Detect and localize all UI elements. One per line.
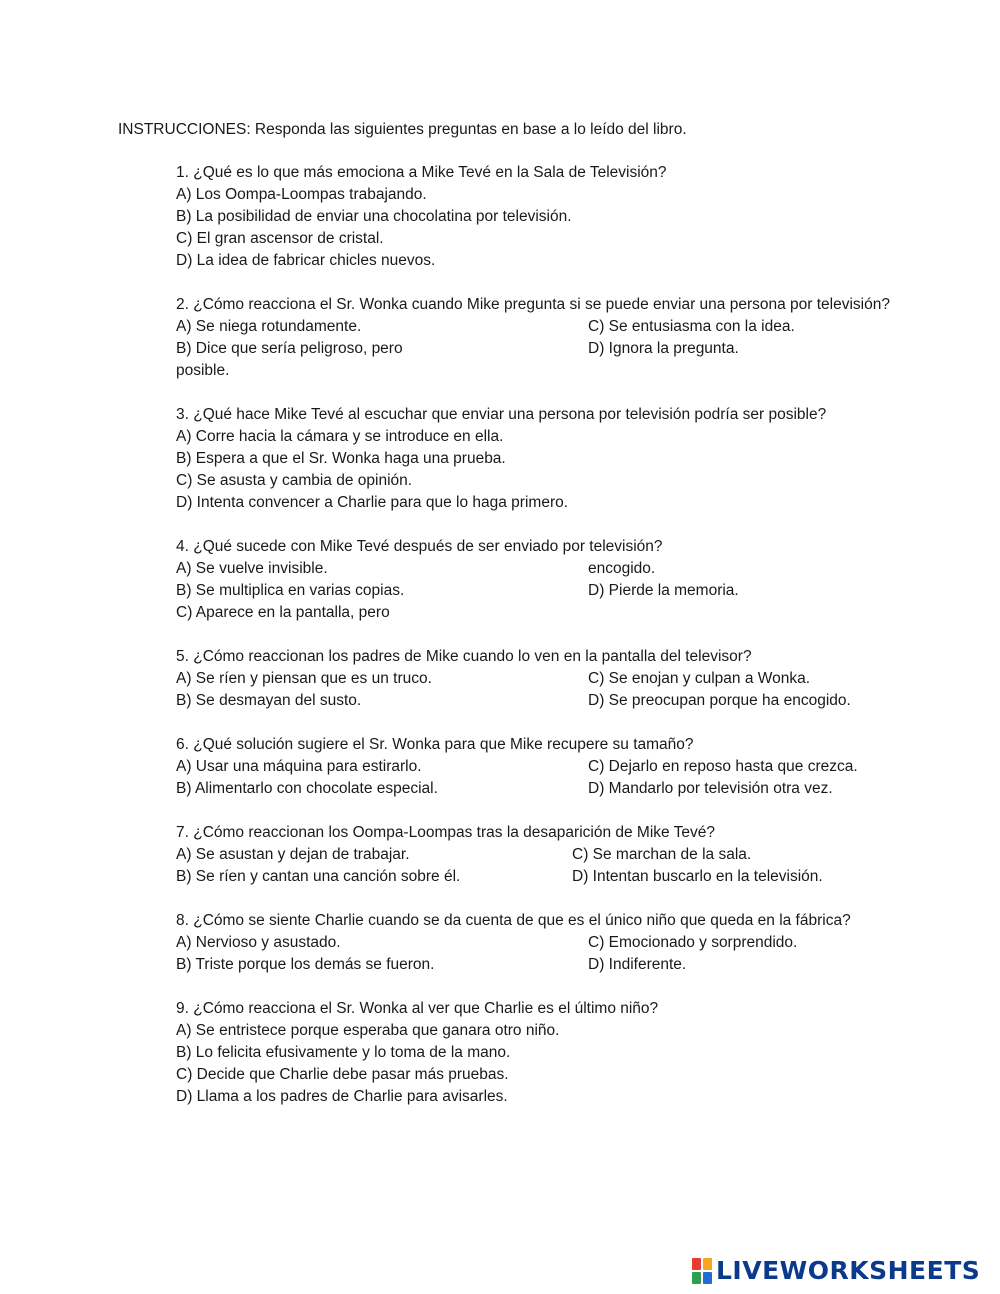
option-c[interactable]: C) Se marchan de la sala. (572, 846, 752, 863)
question-3 (176, 404, 896, 514)
question-text: 7. ¿Cómo reaccionan los Oompa-Loompas tras la desaparición de Mike Tevé? (176, 824, 716, 841)
option-d[interactable]: D) Mandarlo por televisión otra vez. (588, 780, 833, 797)
option-c[interactable]: C) Se entusiasma con la idea. (588, 318, 795, 335)
question-text: 3. ¿Qué hace Mike Tevé al escuchar que enviar una persona por televisión podría ser posible? (176, 406, 827, 423)
option-c[interactable]: C) Se asusta y cambia de opinión. (176, 472, 413, 489)
option-a[interactable]: A) Se ríen y piensan que es un truco. (176, 670, 432, 687)
question-9 (176, 998, 896, 1108)
options-grid (176, 558, 896, 624)
logo-square-red (692, 1258, 701, 1270)
question-text: 2. ¿Cómo reacciona el Sr. Wonka cuando Mike pregunta si se puede enviar una persona por televisión? (176, 296, 890, 313)
logo-icon (692, 1258, 712, 1284)
option-d[interactable]: D) Ignora la pregunta. (588, 340, 739, 357)
question-text: 5. ¿Cómo reaccionan los padres de Mike cuando lo ven en la pantalla del televisor? (176, 648, 752, 665)
option-b[interactable]: B) Dice que sería peligroso, pero (176, 340, 403, 357)
question-text: 8. ¿Cómo se siente Charlie cuando se da cuenta de que es el único niño que queda en la fábrica? (176, 912, 851, 929)
option-b[interactable]: B) Alimentarlo con chocolate especial. (176, 780, 438, 797)
question-2 (176, 294, 896, 382)
option-b[interactable]: B) Se multiplica en varias copias. (176, 582, 405, 599)
question-7 (176, 822, 896, 888)
options-grid (176, 668, 896, 712)
option-b[interactable]: B) Se desmayan del susto. (176, 692, 362, 709)
option-d[interactable]: D) Intenta convencer a Charlie para que lo haga primero. (176, 494, 569, 511)
option-c[interactable]: C) El gran ascensor de cristal. (176, 230, 384, 247)
option-a[interactable]: A) Nervioso y asustado. (176, 934, 341, 951)
option-d[interactable]: D) La idea de fabricar chicles nuevos. (176, 252, 436, 269)
option-c[interactable]: C) Emocionado y sorprendido. (588, 934, 798, 951)
option-a[interactable]: A) Usar una máquina para estirarlo. (176, 758, 422, 775)
option-b[interactable]: B) Se ríen y cantan una canción sobre él. (176, 868, 461, 885)
option-a[interactable]: A) Se vuelve invisible. (176, 560, 328, 577)
option-c[interactable]: C) Se enojan y culpan a Wonka. (588, 670, 811, 687)
options-grid (176, 844, 896, 888)
options-grid (176, 316, 896, 382)
logo-square-green (692, 1272, 701, 1284)
logo-square-yellow (703, 1258, 712, 1270)
option-d[interactable]: D) Indiferente. (588, 956, 687, 973)
option-a[interactable]: A) Se entristece porque esperaba que ganara otro niño. (176, 1022, 560, 1039)
option-a[interactable]: A) Se niega rotundamente. (176, 318, 362, 335)
question-text: 4. ¿Qué sucede con Mike Tevé después de ser enviado por televisión? (176, 538, 663, 555)
option-b[interactable]: B) Lo felicita efusivamente y lo toma de la mano. (176, 1044, 511, 1061)
question-4 (176, 536, 896, 624)
option-b[interactable]: B) Espera a que el Sr. Wonka haga una prueba. (176, 450, 506, 467)
option-d[interactable]: D) Llama a los padres de Charlie para avisarles. (176, 1088, 508, 1105)
question-5 (176, 646, 896, 712)
options-grid (176, 932, 896, 976)
logo-square-blue (703, 1272, 712, 1284)
option-b[interactable]: B) La posibilidad de enviar una chocolatina por televisión. (176, 208, 572, 225)
option-b[interactable]: B) Triste porque los demás se fueron. (176, 956, 435, 973)
options-grid (176, 756, 896, 800)
question-1 (176, 162, 896, 272)
option-d[interactable]: D) Se preocupan porque ha encogido. (588, 692, 851, 709)
option-d[interactable]: D) Pierde la memoria. (588, 582, 739, 599)
option-a[interactable]: A) Se asustan y dejan de trabajar. (176, 846, 410, 863)
instructions: INSTRUCCIONES: Responda las siguientes preguntas en base a lo leído del libro. (118, 121, 687, 138)
option-c-continued: encogido. (588, 560, 656, 577)
option-d[interactable]: D) Intentan buscarlo en la televisión. (572, 868, 823, 885)
option-a[interactable]: A) Corre hacia la cámara y se introduce en ella. (176, 428, 504, 445)
option-c[interactable]: C) Aparece en la pantalla, pero (176, 604, 390, 621)
question-6 (176, 734, 896, 800)
logo-text: LIVEWORKSHEETS (716, 1256, 981, 1285)
option-c[interactable]: C) Decide que Charlie debe pasar más pruebas. (176, 1066, 509, 1083)
option-b-continued: posible. (176, 362, 230, 379)
option-a[interactable]: A) Los Oompa-Loompas trabajando. (176, 186, 427, 203)
question-text: 6. ¿Qué solución sugiere el Sr. Wonka para que Mike recupere su tamaño? (176, 736, 694, 753)
question-text: 1. ¿Qué es lo que más emociona a Mike Tevé en la Sala de Televisión? (176, 164, 667, 181)
question-8 (176, 910, 896, 976)
question-text: 9. ¿Cómo reacciona el Sr. Wonka al ver que Charlie es el último niño? (176, 1000, 659, 1017)
option-c[interactable]: C) Dejarlo en reposo hasta que crezca. (588, 758, 858, 775)
question-list (176, 162, 896, 1130)
liveworksheets-logo[interactable] (692, 1258, 980, 1284)
